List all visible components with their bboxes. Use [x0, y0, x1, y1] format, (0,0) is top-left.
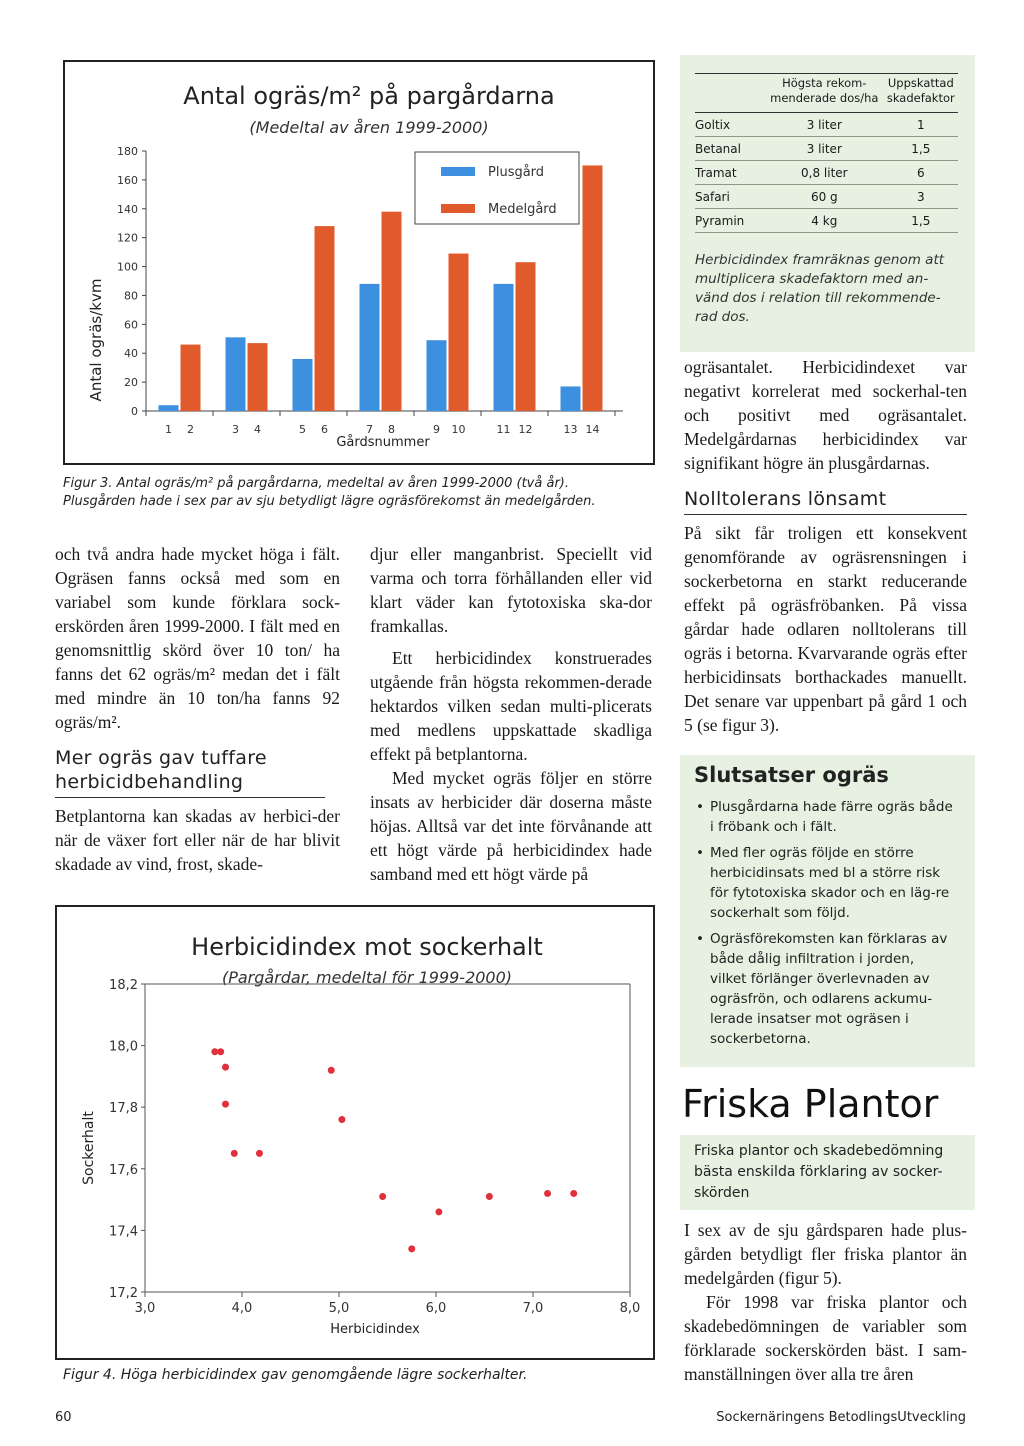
chart1-title: Antal ogräs/m² på pargårdarna [183, 82, 555, 110]
table-cell-dose: 3 liter [765, 137, 884, 161]
figure4-chart [55, 905, 655, 1360]
table-cell-factor: 6 [884, 161, 958, 185]
chart2-y-tick-label: 17,8 [109, 1101, 138, 1117]
scatter-point [217, 1048, 224, 1055]
legend-label-medelgard: Medelgård [488, 202, 557, 217]
conclusions-box [680, 755, 975, 1067]
chart1-y-tick-label: 20 [124, 376, 138, 390]
table-cell-dose: 4 kg [765, 209, 884, 233]
scatter-point [435, 1208, 442, 1215]
chart1-y-tick-label: 0 [131, 405, 138, 418]
herbicide-table [695, 73, 958, 233]
table-note: Herbicidindex framräknas genom att multiplicera skadefaktorn med an-vänd dos i relation till rekommende-rad dos. [695, 252, 945, 325]
scatter-point [328, 1067, 335, 1074]
medelgard-bar [449, 254, 469, 411]
col3-paragraph-4: För 1998 var friska plantor och skadebedömningen de variabler som förklarade sockerskörden bäst. I sam-manställningen över alla tre åren [684, 1292, 967, 1384]
scatter-point [338, 1116, 345, 1123]
table-cell-factor: 1 [884, 113, 958, 137]
chart1-x-tick-label: 12 [518, 423, 533, 436]
chart1-y-tick-label: 180 [117, 145, 138, 158]
chart2-xlabel: Herbicidindex [330, 1322, 420, 1337]
chart1-x-tick-label: 1 [165, 423, 172, 436]
plusgard-bar [293, 359, 313, 411]
chart1-y-tick-label: 140 [117, 202, 138, 216]
col2-paragraph-3: Med mycket ogräs följer en större insats av herbicider där doserna måste höjas. Alltså var det inte förvånande att ett högt värde på herbicidindex hade samband med ett högt värde på [370, 768, 652, 884]
plusgard-bar [494, 284, 514, 411]
chart2-y-tick-label: 17,4 [109, 1224, 138, 1240]
heading-nolltolerans: Nolltolerans lönsamt [684, 487, 967, 515]
chart1-x-tick-label: 13 [563, 423, 578, 436]
plusgard-bar [226, 337, 246, 411]
scatter-point [570, 1190, 577, 1197]
publication-name: Sockernäringens BetodlingsUtveckling [716, 1410, 966, 1425]
chart2-x-tick-label: 7,0 [522, 1301, 544, 1316]
conclusion-bullet: • Med fler ogräs följde en större herbicidinsats med bl a större risk för fytotoxiska skador och en läg-re sockerhalt som följd. [694, 843, 954, 923]
col3-paragraph-3: I sex av de sju gårdsparen hade plus-gården betydligt fler friska plantor än medelgården (figur 5). [684, 1220, 967, 1288]
chart1-subtitle: (Medeltal av åren 1999-2000) [249, 118, 489, 137]
chart1-y-tick-label: 100 [117, 260, 138, 274]
scatter-point [231, 1150, 238, 1157]
table-cell-name: Tramat [695, 161, 765, 185]
legend-label-plusgard: Plusgård [488, 165, 545, 180]
table-header-factor: Uppskattad [887, 76, 954, 90]
chart1-y-tick-label: 60 [124, 318, 138, 332]
scatter-point [256, 1150, 263, 1157]
medelgard-bar [516, 262, 536, 411]
chart2-subtitle: (Pargårdar, medeltal för 1999-2000) [221, 968, 513, 987]
col3-paragraph-1: ogräsantalet. Herbicidindexet var negativt korrelerat med sockerhal-ten och positivt med ogräsantalet. Medelgårdarnas herbicidindex var signifikant högre än plusgårdarnas. [684, 357, 967, 473]
chart1-x-tick-label: 3 [232, 423, 239, 436]
chart1-x-tick-label: 5 [299, 423, 306, 436]
chart1-x-tick-label: 14 [585, 423, 600, 436]
column-2 [370, 542, 652, 886]
page-number: 60 [55, 1410, 72, 1425]
table-header-dose-2: menderade dos/ha [770, 91, 879, 105]
column-3-lower [684, 1218, 967, 1386]
chart1-xlabel: Gårdsnummer [336, 435, 430, 450]
scatter-point [379, 1193, 386, 1200]
conclusion-bullet: • Plusgårdarna hade färre ogräs både i fröbank och i fält. [694, 797, 954, 837]
chart1-x-tick-label: 4 [254, 423, 261, 436]
chart2-x-tick-label: 8,0 [619, 1301, 641, 1316]
friska-plantor-intro-box [680, 1135, 975, 1210]
medelgard-bar [248, 343, 268, 411]
table-cell-name: Safari [695, 185, 765, 209]
chart1-ylabel: Antal ogräs/kvm [87, 278, 105, 402]
chart1-x-tick-label: 6 [321, 423, 328, 436]
chart2-x-tick-label: 4,0 [231, 1301, 253, 1316]
column-1 [55, 542, 340, 876]
chart2-x-tick-label: 5,0 [328, 1301, 350, 1316]
chart2-x-tick-label: 3,0 [134, 1301, 156, 1316]
chart2-y-tick-label: 18,0 [109, 1039, 138, 1055]
table-cell-dose: 0,8 liter [765, 161, 884, 185]
medelgard-bar [583, 165, 603, 411]
table-header-factor-2: skadefaktor [886, 91, 955, 105]
column-3 [684, 355, 967, 737]
col3-paragraph-2: På sikt får troligen ett konsekvent genomförande av ogräsrensningen i sockerbetorna en starkt reducerande effekt på ogräsfröbanken. På vissa gårdar hade odlaren nolltolerans till ogräs i betorna. Kvarvarande ogräs efter herbicidinsats borthackades manuellt. Det senare var uppenbart på gård 1 och 5 (se figur 3). [684, 523, 967, 735]
chart2-y-tick-label: 17,2 [109, 1286, 138, 1301]
scatter-point [408, 1245, 415, 1252]
table-header-dose: Högsta rekom- [782, 76, 867, 90]
chart2-title: Herbicidindex mot sockerhalt [191, 933, 543, 961]
legend-swatch-plusgard [441, 167, 475, 176]
chart1-y-tick-label: 40 [124, 347, 138, 361]
chart2-x-tick-label: 6,0 [425, 1301, 447, 1316]
plusgard-bar [427, 340, 447, 411]
heading-mer-ogras: Mer ogräs gav tuffare herbicidbehandling [55, 746, 325, 798]
table-row [695, 137, 958, 161]
table-cell-dose: 3 liter [765, 113, 884, 137]
friska-plantor-heading: Friska Plantor [682, 1082, 939, 1126]
friska-plantor-intro: Friska plantor och skadebedömning bästa enskilda förklaring av socker-skörden [694, 1143, 944, 1201]
table-cell-factor: 1,5 [884, 209, 958, 233]
legend-swatch-medelgard [441, 204, 475, 213]
chart2-y-tick-label: 17,6 [109, 1162, 138, 1178]
figure3-caption-line2: Plusgården hade i sex par av sju betydligt lägre ogräsförekomst än medelgården. [63, 494, 596, 509]
medelgard-bar [315, 226, 335, 411]
medelgard-bar [181, 345, 201, 411]
scatter-point [486, 1193, 493, 1200]
scatter-point [544, 1190, 551, 1197]
table-row [695, 185, 958, 209]
figure3-chart [63, 60, 655, 465]
table-row [695, 209, 958, 233]
conclusion-bullet: • Ogräsförekomsten kan förklaras av både dålig infiltration i jorden, vilket förlänger överlevnaden av ogräsfrön, och odlarens ackumu-lerade insatser mot ogräsen i sockerbetorna. [694, 929, 954, 1049]
table-row [695, 161, 958, 185]
chart1-x-tick-label: 7 [366, 423, 373, 436]
table-cell-name: Betanal [695, 137, 765, 161]
plusgard-bar [561, 386, 581, 411]
chart1-x-tick-label: 9 [433, 423, 440, 436]
chart2-ylabel: Sockerhalt [81, 1111, 97, 1185]
chart1-y-tick-label: 160 [117, 173, 138, 187]
col1-paragraph-2: Betplantorna kan skadas av herbici-der när de växer fort eller när de har blivit skadade av vind, frost, skade- [55, 806, 340, 874]
scatter-point [222, 1064, 229, 1071]
table-cell-name: Goltix [695, 113, 765, 137]
plusgard-bar [159, 405, 179, 411]
chart2-y-tick-label: 18,2 [109, 978, 138, 993]
table-cell-factor: 3 [884, 185, 958, 209]
table-row [695, 113, 958, 137]
table-cell-factor: 1,5 [884, 137, 958, 161]
chart1-y-tick-label: 80 [124, 289, 138, 303]
col1-paragraph-1: och två andra hade mycket höga i fält. Ogräsen fanns också med som en variabel som kunde förklara sock-erskörden åren 1999-2000. I fält med en genomsnittlig skörd över 10 ton/ ha fanns det 62 ogräs/m² medan det i fält med mindre än 10 ton/ha fanns 92 ogräs/m². [55, 544, 340, 732]
table-cell-name: Pyramin [695, 209, 765, 233]
chart1-x-tick-label: 8 [388, 423, 395, 436]
herbicide-table-box [680, 55, 975, 352]
chart1-x-tick-label: 10 [451, 423, 466, 436]
scatter-point [222, 1101, 229, 1108]
figure3-caption-line1: Figur 3. Antal ogräs/m² på pargårdarna, medeltal av åren 1999-2000 (två år). [63, 476, 569, 491]
figure3-caption [63, 475, 663, 511]
chart1-y-tick-label: 120 [117, 231, 138, 245]
chart1-x-tick-label: 2 [187, 423, 194, 436]
plusgard-bar [360, 284, 380, 411]
conclusions-heading: Slutsatser ogräs [694, 763, 889, 787]
figure4-caption: Figur 4. Höga herbicidindex gav genomgående lägre sockerhalter. [63, 1367, 528, 1383]
col2-paragraph-2: Ett herbicidindex konstruerades utgående från högsta rekommen-derade hektardos vilken sedan multi-plicerats med medlens uppskattade skadliga effekt på betplantorna. [370, 648, 652, 764]
col2-paragraph-1: djur eller manganbrist. Speciellt vid varma och torra förhållanden eller vid klart väder kan fytotoxiska ska-dor framkallas. [370, 544, 652, 636]
table-cell-dose: 60 g [765, 185, 884, 209]
medelgard-bar [382, 212, 402, 411]
chart1-x-tick-label: 11 [496, 423, 511, 436]
